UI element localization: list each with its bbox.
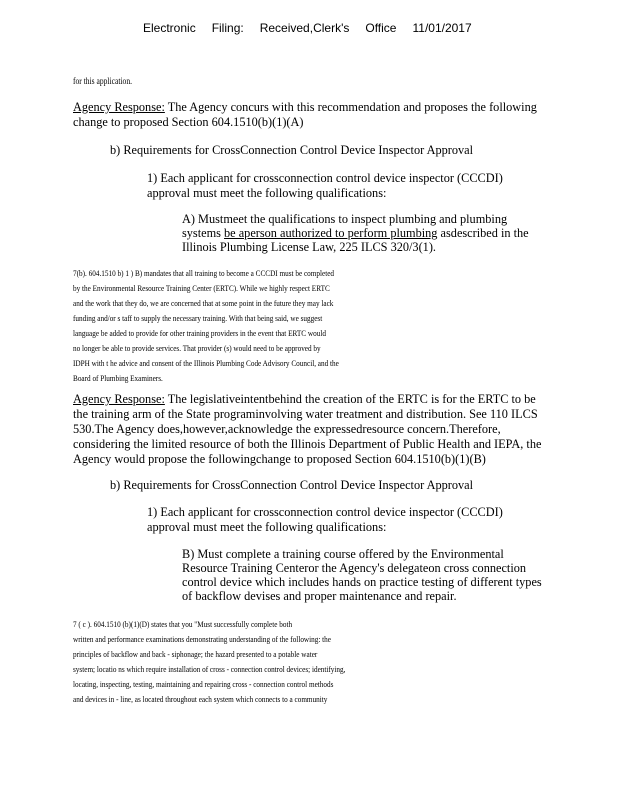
- item-1b-line-1: 1) Each applicant for crossconnection control device inspector (CCCDI): [147, 505, 503, 519]
- item-1-line-1: 1) Each applicant for crossconnection control device inspector (CCCDI): [147, 171, 503, 185]
- header-received: Received,Clerk's: [259, 21, 350, 35]
- filing-header: [143, 21, 473, 35]
- agency-response-label-2: Agency Response:: [73, 392, 165, 406]
- agency-response-2-line: considering the limited resource of both the Illinois Department of Public Health and IEPA, the: [73, 437, 542, 451]
- comment-7b-line: and the work that they do, we are concerned that at some point in the future they may lack: [73, 298, 334, 308]
- item-a-line-2: systems be aperson authorized to perform plumbing asdescribed in the: [182, 226, 529, 240]
- header-filing: Filing:: [211, 21, 244, 35]
- header-date: 11/01/2017: [412, 21, 472, 35]
- item-b-line: B) Must complete a training course offered by the Environmental: [182, 547, 504, 561]
- requirements-heading-2: b) Requirements for CrossConnection Control Device Inspector Approval: [110, 478, 474, 492]
- comment-7c-line: and devices in - line, as located throughout each system which connects to a community: [73, 694, 328, 704]
- agency-response-2-line: Agency would propose the followingchange to proposed Section 604.1510(b)(1)(B): [73, 452, 486, 466]
- comment-7c-line: system; locatio ns which require installation of cross - connection control devices; identifying,: [73, 664, 346, 674]
- comment-7b-line: IDPH with t he advice and consent of the Illinois Plumbing Code Advisory Council, and the: [73, 358, 339, 368]
- comment-7b-line: by the Environmental Resource Training Center (ERTC). While we highly respect ERTC: [73, 283, 330, 293]
- comment-7b-line: 7(b). 604.1510 b) 1 ) B) mandates that all training to become a CCCDI must be completed: [73, 268, 335, 278]
- comment-7c-line: principles of backflow and back - siphonage; the hazard presented to a potable water: [73, 649, 318, 659]
- agency-response-label-1: Agency Response:: [73, 100, 165, 114]
- item-a-line-3: Illinois Plumbing License Law, 225 ILCS 320/3(1).: [182, 240, 436, 254]
- agency-response-1-line-2: change to proposed Section 604.1510(b)(1)(A): [73, 115, 304, 129]
- agency-response-2-line: the training arm of the State programinvolving water treatment and distribution. See 110 ILCS: [73, 407, 538, 421]
- comment-7b-line: language be added to provide for other training providers in the event that ERTC would: [73, 328, 326, 338]
- underlined-insertion: be aperson authorized to perform plumbing: [224, 226, 438, 240]
- item-b-line: of backflow devises and proper maintenance and repair.: [182, 589, 457, 603]
- header-electronic: Electronic: [143, 21, 196, 35]
- top-fragment: for this application.: [73, 76, 132, 86]
- agency-response-1-line-1: Agency Response: The Agency concurs with this recommendation and proposes the following: [73, 100, 537, 114]
- comment-7b-line: no longer be able to provide services. That provider (s) would need to be approved by: [73, 343, 321, 353]
- item-a-line-1: A) Mustmeet the qualifications to inspect plumbing and plumbing: [182, 212, 508, 226]
- item-1b-line-2: approval must meet the following qualifications:: [147, 520, 387, 534]
- item-1-line-2: approval must meet the following qualifications:: [147, 186, 387, 200]
- comment-7c-line: written and performance examinations demonstrating understanding of the following: the: [73, 634, 332, 644]
- requirements-heading-1: b) Requirements for CrossConnection Control Device Inspector Approval: [110, 143, 474, 157]
- comment-7c-line: 7 ( c ). 604.1510 (b)(1)(D) states that you "Must successfully complete both: [73, 619, 293, 629]
- item-b-line: Resource Training Centeror the Agency's delegateon cross connection: [182, 561, 527, 575]
- header-office: Office: [365, 21, 397, 35]
- agency-response-2-line: 530.The Agency does,however,acknowledge the expressedresource concern.Therefore,: [73, 422, 501, 436]
- agency-response-2-line-1: Agency Response: The legislativeintentbehind the creation of the ERTC is for the ERTC to be: [73, 392, 536, 406]
- item-b-line: control device which includes hands on practice testing of different types: [182, 575, 542, 589]
- comment-7c-line: locating, inspecting, testing, maintaining and repairing cross - connection control methods: [73, 679, 334, 689]
- comment-7b-line: funding and/or s taff to supply the necessary training. With that being said, we suggest: [73, 313, 323, 323]
- comment-7b-line: Board of Plumbing Examiners.: [73, 373, 163, 383]
